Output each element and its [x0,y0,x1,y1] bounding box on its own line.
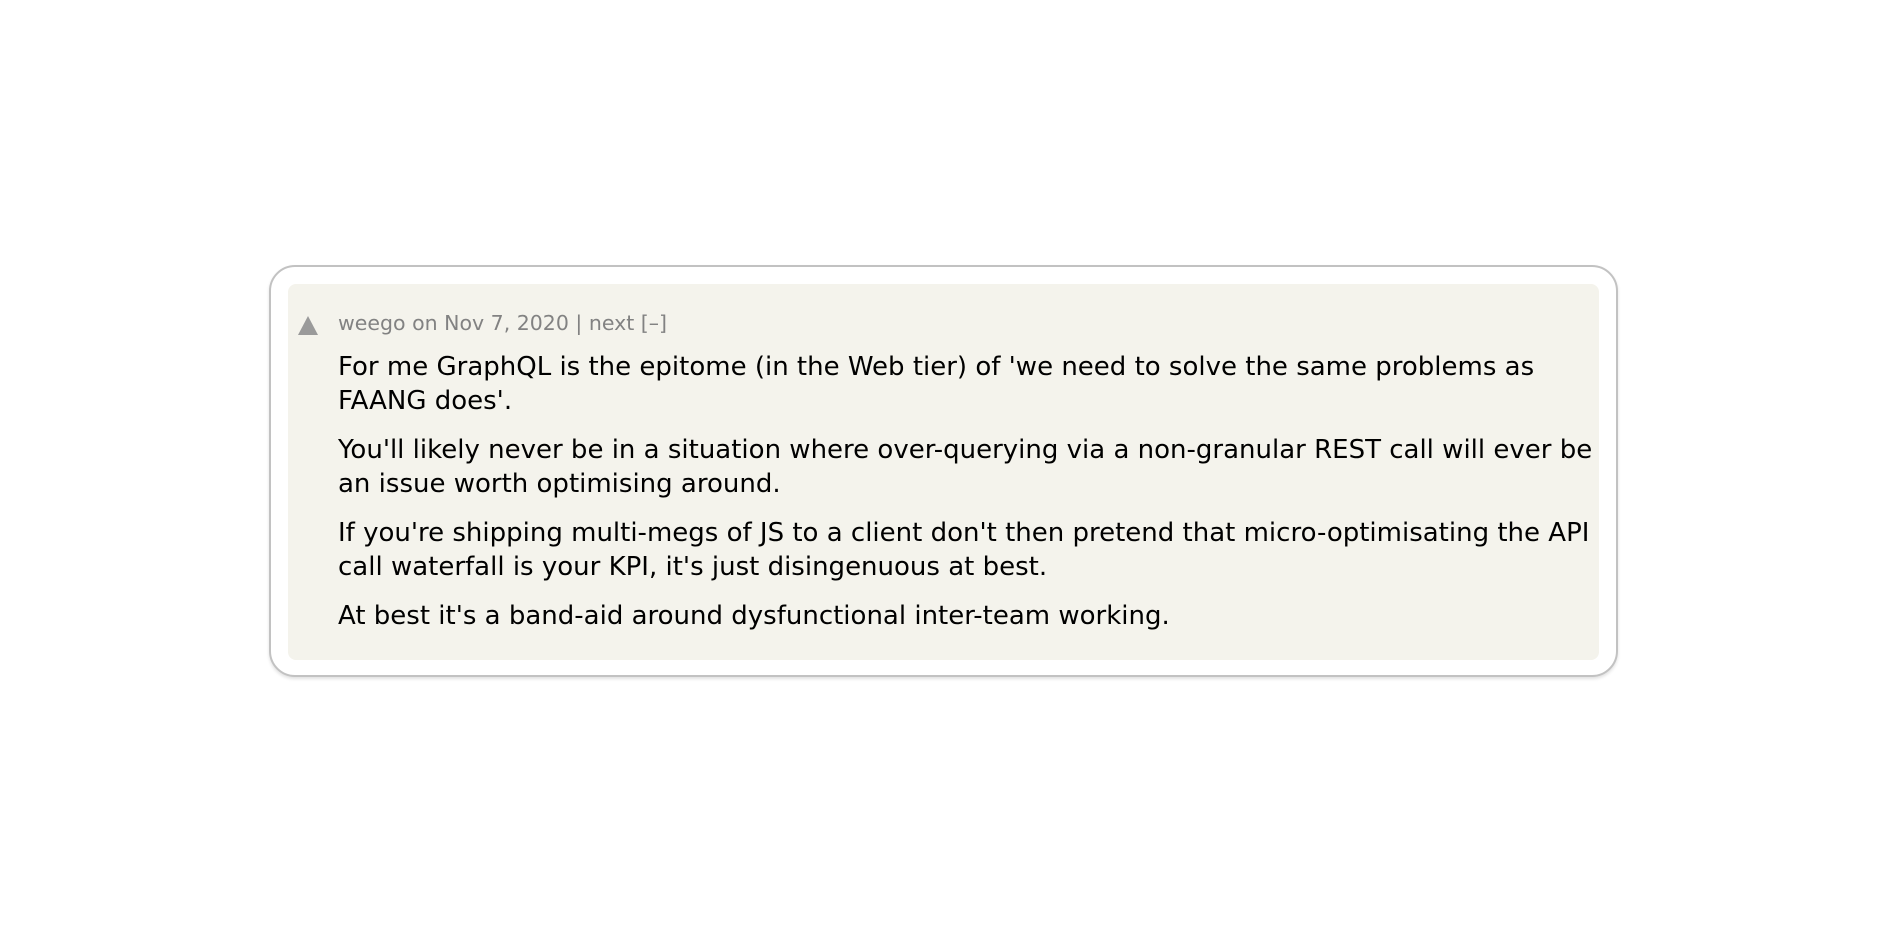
comment-meta [338,311,667,335]
comment-paragraph: At best it's a band-aid around dysfunctional inter-team working. [338,601,1170,631]
comment-on-text: on [405,311,445,335]
comment-card [269,265,1618,677]
collapse-toggle[interactable]: [–] [634,311,668,335]
next-link[interactable]: next [588,311,635,335]
upvote-arrow-icon[interactable] [298,316,318,335]
meta-separator: | [568,311,589,335]
comment-paragraph: You'll likely never be in a situation where over-querying via a non-granular REST call will ever be an issue worth optimising around. [338,435,1593,499]
comment-author-link[interactable]: weego [338,311,406,335]
comment [288,284,1599,660]
comment-body [338,350,1596,648]
comment-date-link[interactable]: Nov 7, 2020 [444,311,569,335]
comment-paragraph: For me GraphQL is the epitome (in the Web tier) of 'we need to solve the same problems as FAANG does'. [338,352,1535,416]
comment-paragraph: If you're shipping multi-megs of JS to a client don't then pretend that micro-optimisating the API call waterfall is your KPI, it's just disingenuous at best. [338,518,1590,582]
